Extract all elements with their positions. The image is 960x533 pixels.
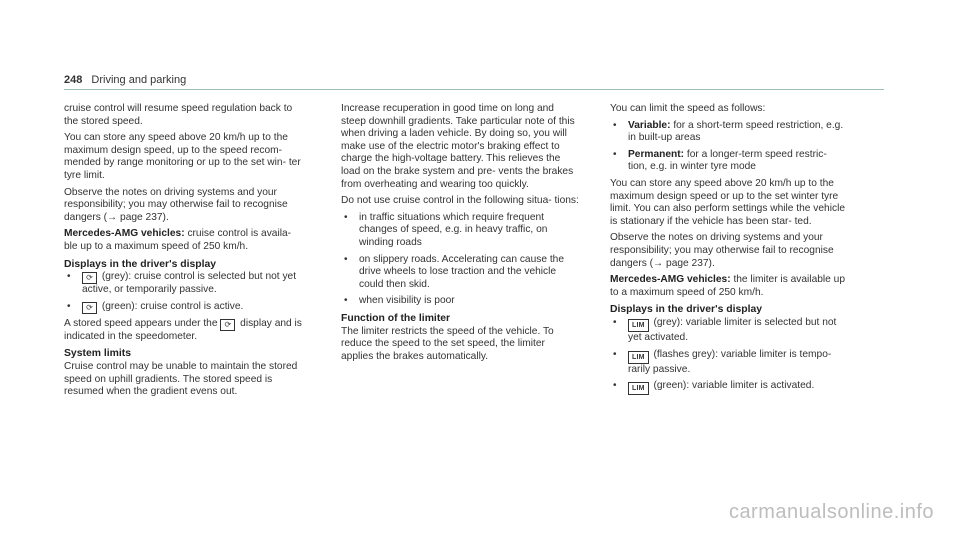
limit-type-list	[610, 120, 848, 174]
bullet: •	[613, 316, 617, 328]
list-item	[610, 120, 848, 145]
paragraph: Observe the notes on driving systems and your responsibility; you may otherwise fail to recognise dangers (→ page 237).	[610, 232, 834, 269]
header-rule	[64, 89, 884, 90]
display-list	[64, 271, 302, 314]
paragraph: The limiter restricts the speed of the vehicle. To reduce the speed to the set speed, the limiter applies the brakes automatically.	[341, 325, 554, 362]
paragraph: Increase recuperation in good time on long and steep downhill gradients. Take particular note of this when driving a laden vehicle. By doing so, you will make use of the electric motor's braking effect to charge the high-voltage battery. This relieves the load on the brake system and pre- vents the brakes from overheating and wearing too quickly.	[341, 103, 575, 190]
list-item	[610, 149, 848, 174]
paragraph: You can limit the speed as follows:	[610, 103, 766, 114]
page-number: 248	[64, 74, 83, 86]
amg-note	[610, 274, 848, 299]
list-item-text: when visibility is poor	[359, 295, 455, 307]
section-heading: System limits	[64, 348, 131, 360]
cruise-control-icon: ⟳	[220, 319, 235, 331]
list-item-text: on slippery roads. Accelerating can cause the drive wheels to lose traction and the vehicle could then skid.	[359, 253, 565, 290]
bullet: •	[344, 211, 348, 223]
list-item	[610, 317, 848, 345]
paragraph: Cruise control may be unable to maintain the stored speed on uphill gradients. The stored speed is resumed when the gradient evens out.	[64, 360, 298, 398]
cruise-control-icon: ⟳	[82, 272, 97, 284]
list-item	[610, 380, 848, 395]
amg-label: Mercedes-AMG vehicles:	[610, 274, 731, 286]
bullet: •	[613, 348, 617, 360]
bullet: •	[613, 119, 617, 131]
list-item-text: (grey): cruise control is selected but not yet active, or temporarily passive.	[82, 271, 297, 296]
paragraph: You can store any speed above 20 km/h up to the maximum design speed, up to the speed recom- mended by range monitoring or up to the set win- ter tyre limit.	[64, 132, 301, 181]
amg-label: Mercedes-AMG vehicles:	[64, 228, 185, 240]
list-item-text: (green): cruise control is active.	[99, 300, 244, 312]
bullet: •	[344, 253, 348, 265]
limiter-icon: LIM	[628, 319, 649, 332]
section-title: Driving and parking	[91, 74, 187, 86]
column-middle	[341, 103, 579, 367]
list-item	[610, 349, 848, 377]
list-item-text: (grey): variable limiter is selected but not yet activated.	[628, 316, 837, 343]
watermark: carmanualsonline.info	[728, 501, 934, 523]
column-right	[610, 103, 848, 399]
bullet: •	[613, 148, 617, 160]
list-item	[341, 212, 579, 250]
list-item-label: Permanent:	[628, 148, 685, 160]
list-item-text: (green): variable limiter is activated.	[650, 380, 815, 392]
situation-list	[341, 212, 579, 308]
column-left	[64, 103, 302, 403]
list-item	[341, 295, 579, 308]
paragraph: Do not use cruise control in the following situa- tions:	[341, 195, 579, 207]
list-item-text: (flashes grey): variable limiter is tempo- rarily passive.	[628, 348, 832, 375]
bullet: •	[613, 380, 617, 392]
amg-note	[64, 228, 302, 253]
list-item	[64, 301, 302, 314]
limiter-icon: LIM	[628, 382, 649, 395]
limiter-display-list	[610, 317, 848, 395]
text-fragment: A stored speed appears under the	[64, 317, 221, 329]
list-item-text: for a longer-term speed restric- tion, e.g. in winter tyre mode	[628, 148, 827, 173]
list-item	[341, 254, 579, 292]
paragraph: You can store any speed above 20 km/h up to the maximum design speed or up to the set winter tyre limit. You can also perform settings while the vehicle is stationary if the vehicle has been star- ted.	[610, 177, 845, 227]
list-item	[64, 271, 302, 297]
section-heading: Displays in the driver's display	[64, 258, 217, 270]
limiter-icon: LIM	[628, 351, 649, 364]
amg-text: the limiter is available up to a maximum speed of 250 km/h.	[610, 274, 845, 298]
bullet: •	[67, 271, 71, 283]
bullet: •	[67, 300, 71, 312]
list-item-text: in traffic situations which require frequent changes of speed, e.g. in heavy traffic, on winding roads	[359, 211, 548, 248]
bullet: •	[344, 295, 348, 307]
page-header	[64, 74, 186, 86]
paragraph	[64, 318, 302, 344]
cruise-control-icon: ⟳	[82, 302, 97, 314]
text-fragment: display and is indicated in the speedometer.	[64, 317, 302, 342]
section-heading: Function of the limiter	[341, 312, 451, 324]
list-item-label: Variable:	[628, 119, 671, 131]
paragraph: Observe the notes on driving systems and your responsibility; you may otherwise fail to recognise dangers (→ page 237).	[64, 186, 288, 223]
amg-text: cruise control is availa- ble up to a maximum speed of 250 km/h.	[64, 228, 292, 252]
paragraph: cruise control will resume speed regulation back to the stored speed.	[64, 103, 293, 127]
section-heading: Displays in the driver's display	[610, 304, 763, 316]
list-item-text: for a short-term speed restriction, e.g. in built-up areas	[628, 119, 844, 144]
